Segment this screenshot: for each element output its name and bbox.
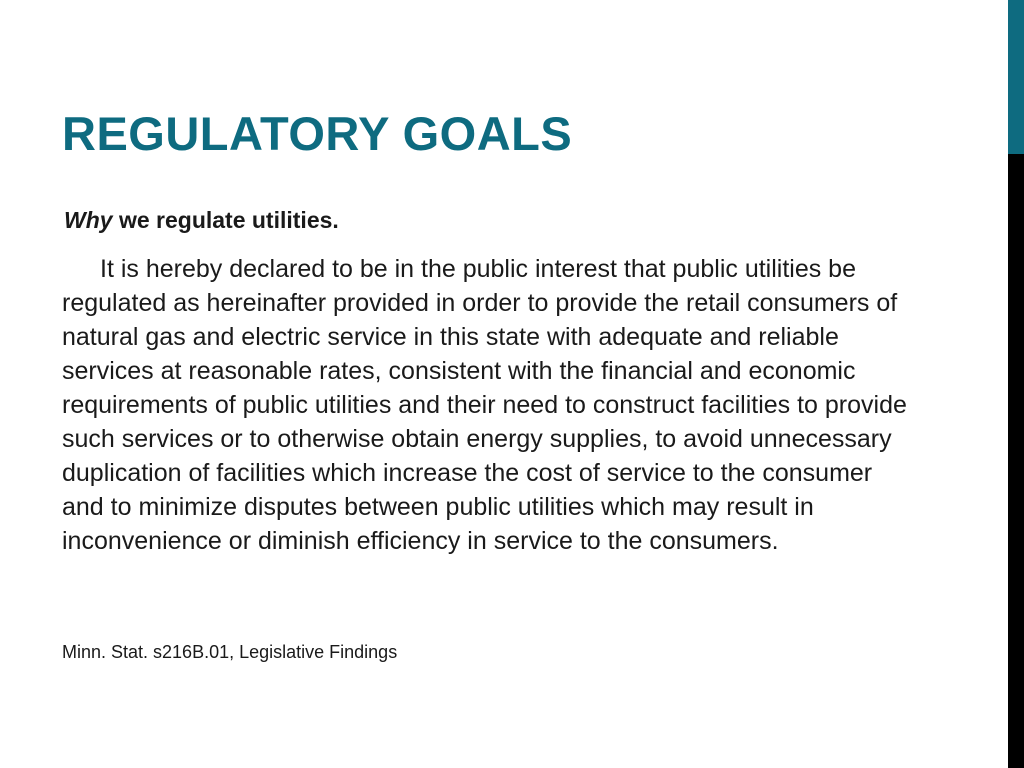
slide-title: REGULATORY GOALS — [62, 107, 573, 160]
subheading — [64, 207, 339, 234]
citation: Minn. Stat. s216B.01, Legislative Findings — [62, 642, 398, 662]
subheading-text: we regulate utilities. — [112, 207, 339, 233]
subheading-emphasis: Why — [64, 207, 113, 233]
side-bar-accent — [1008, 0, 1024, 154]
body-paragraph: It is hereby declared to be in the public interest that public utilities be regulated as hereinafter provided in order to provide the retail consumers of natural gas and electric service in this state with adequate and reliable services at reasonable rates, consistent with the financial and economic requirements of public utilities and their need to construct facilities to provide such services or to otherwise obtain energy supplies, to avoid unnecessary duplication of facilities which increase the cost of service to the consumer and to minimize disputes between public utilities which may result in inconvenience or diminish efficiency in service to the consumers. — [62, 255, 907, 555]
